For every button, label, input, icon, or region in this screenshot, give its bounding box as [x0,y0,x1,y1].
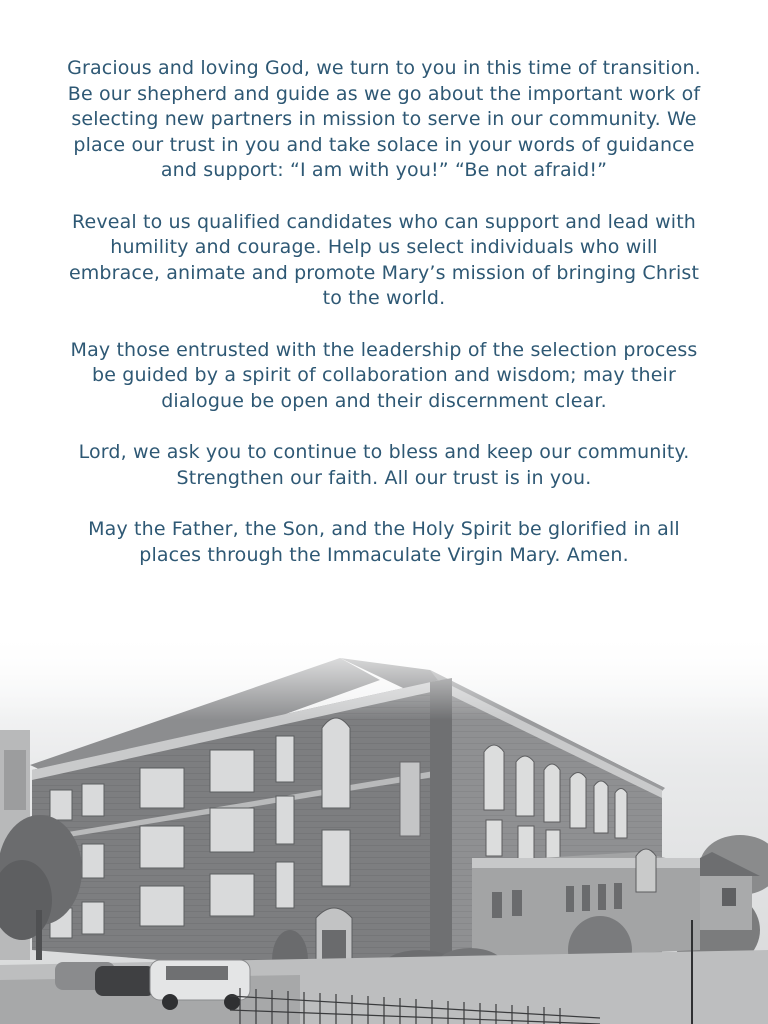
prayer-paragraph-5: May the Father, the Son, and the Holy Spirit be glorified in all places through the Immaculate Virgin Mary. Amen. [88,518,680,566]
prayer-paragraph-2: Reveal to us qualified candidates who can support and lead with humility and courage. Help us select individuals who will embrace, animate and promote Mary’s mission of bringing Christ to the world. [68,210,700,309]
prayer-paragraph-4: Lord, we ask you to continue to bless and keep our community. Strengthen our faith. All our trust is in you. [78,441,690,489]
building-illustration [0,630,768,1024]
prayer-paragraph-1: Gracious and loving God, we turn to you in this time of transition. Be our shepherd and guide as we go about the important work of selecting new partners in mission to serve in our community. We place our trust in you and take solace in your words of guidance and support: “I am with you!” “Be not afraid!” [67,57,701,181]
prayer-paragraph-3: May those entrusted with the leadership of the selection process be guided by a spirit of collaboration and wisdom; may their dialogue be open and their discernment clear. [70,338,698,412]
prayer-text [64,56,704,594]
school-building-photo [0,630,768,1024]
